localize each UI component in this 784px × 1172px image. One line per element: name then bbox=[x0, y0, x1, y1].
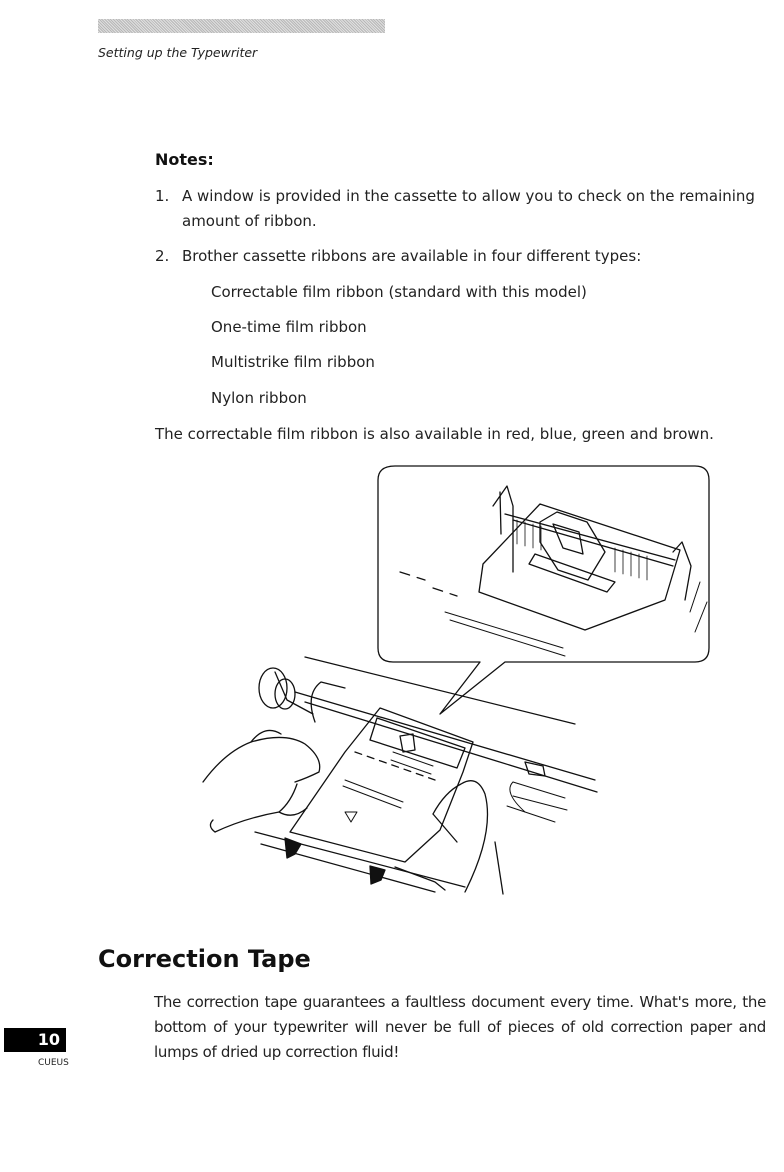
notes-heading: Notes: bbox=[155, 150, 214, 169]
section-body: The correction tape guarantees a faultless document every time. What's more, the bottom of your typewriter will never be full of pieces of old correction paper and lumps of dried up correction fluid! bbox=[154, 993, 766, 1061]
ribbon-type: One-time film ribbon bbox=[211, 318, 367, 336]
note-item bbox=[155, 244, 775, 269]
header-bar bbox=[98, 19, 385, 33]
ribbon-type: Correctable film ribbon (standard with this model) bbox=[211, 283, 587, 301]
color-note: The correctable film ribbon is also available in red, blue, green and brown. bbox=[155, 425, 714, 443]
ribbon-type: Multistrike film ribbon bbox=[211, 353, 375, 371]
page-number: 10 bbox=[4, 1028, 66, 1052]
running-head: Setting up the Typewriter bbox=[98, 45, 258, 60]
note-number: 1. bbox=[155, 187, 170, 205]
section-heading: Correction Tape bbox=[98, 945, 311, 973]
ribbon-type: Nylon ribbon bbox=[211, 389, 307, 407]
note-number: 2. bbox=[155, 247, 170, 265]
note-text: Brother cassette ribbons are available in four different types: bbox=[182, 247, 642, 265]
note-item bbox=[155, 184, 775, 234]
note-text: A window is provided in the cassette to allow you to check on the remaining amount of ribbon. bbox=[182, 187, 755, 230]
typewriter-cassette-illustration bbox=[195, 462, 715, 902]
footer-code: CUEUS bbox=[38, 1058, 69, 1068]
